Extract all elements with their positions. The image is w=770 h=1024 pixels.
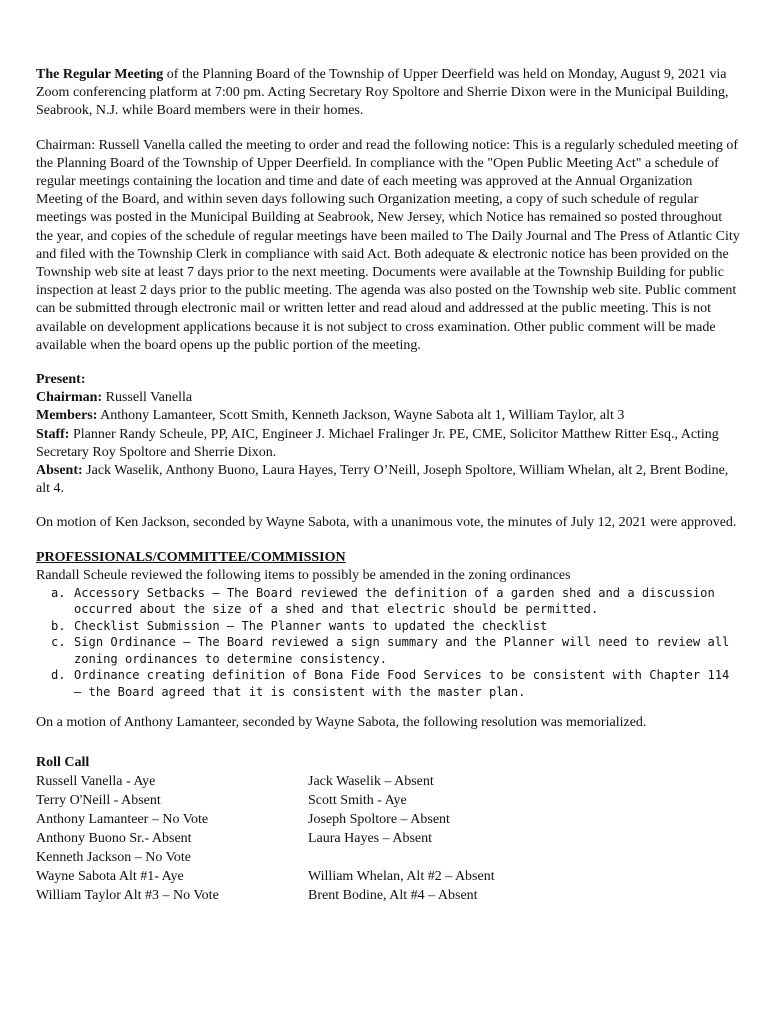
intro-lead: The Regular Meeting [36, 67, 164, 82]
notice-paragraph: Chairman: Russell Vanella called the meeting to order and read the following notice: This is a regularly scheduled meeting of the Planning Board of the Township of Upper Deerfield. In compliance with the "Open Public Meeting Act" a schedule of regular meetings containing the location and time and date of each meeting was approved at the Annual Organization Meeting of the Board, and within seven days following such Organization meeting, a copy of such schedule of regular meetings was posted in the Municipal Building at Seabrook, New Jersey, which Notice has remained so posted throughout the year, and copies of the schedule of regular meetings have been mailed to The Daily Journal and The Press of Atlantic City and filed with the Township Clerk in compliance with said Act. Both adequate & electronic notice has been provided on the Township web site at least 7 days prior to the next meeting. Documents were available at the Township Building for public inspection at least 2 days prior to the public meeting. The agenda was also posted on the Township web site. Public comment can be submitted through electronic mail or written letter and read aloud and addressed at the public meeting. This is not available on development applications because it is not subject to cross examination. Other public comment will be made available when the board opens up the public portion of the meeting. [36, 137, 740, 353]
roll-call-left: Anthony Buono Sr.- Absent [36, 830, 192, 846]
staff-line [36, 426, 740, 462]
minutes-motion: On motion of Ken Jackson, seconded by Wayne Sabota, with a unanimous vote, the minutes of July 12, 2021 were approved. [36, 515, 737, 531]
roll-call-row [36, 791, 740, 810]
absent-label: Absent: [36, 463, 83, 479]
roll-call-right: Laura Hayes – Absent [308, 830, 433, 846]
chairman-name: Russell Vanella [102, 390, 193, 406]
roll-call-right: William Whelan, Alt #2 – Absent [308, 868, 495, 884]
roll-call-row [36, 886, 740, 905]
professionals-section [36, 549, 740, 701]
list-item-text: Ordinance creating definition of Bona Fide Food Services to be consistent with Chapter 114 – the Board agreed that it is consistent with the master plan. [74, 668, 730, 699]
roll-call-right: Jack Waselik – Absent [308, 773, 434, 789]
roll-call-left: William Taylor Alt #3 – No Vote [36, 887, 219, 903]
roll-call-left: Anthony Lamanteer – No Vote [36, 811, 209, 827]
roll-call-left: Wayne Sabota Alt #1- Aye [36, 868, 184, 884]
members-list: Anthony Lamanteer, Scott Smith, Kenneth Jackson, Wayne Sabota alt 1, William Taylor, alt 3 [97, 408, 625, 424]
roll-call-right: Brent Bodine, Alt #4 – Absent [308, 887, 478, 903]
list-marker: c. [51, 635, 66, 650]
list-item-text: Sign Ordinance – The Board reviewed a sign summary and the Planner will need to review all zoning ordinances to determine consistency. [74, 635, 730, 666]
chairman-line [36, 389, 740, 407]
professionals-heading: PROFESSIONALS/COMMITTEE/COMMISSION [36, 549, 346, 565]
roll-call-right: Scott Smith - Aye [308, 792, 407, 808]
list-item-text: Accessory Setbacks – The Board reviewed the definition of a garden shed and a discussion occurred about the size of a shed and that electric should be permitted. [74, 585, 715, 617]
members-label: Members: [36, 408, 98, 424]
members-line [36, 407, 740, 425]
professionals-intro: Randall Scheule reviewed the following items to possibly be amended in the zoning ordinances [36, 567, 571, 583]
staff-list: Planner Randy Scheule, PP, AIC, Engineer J. Michael Fralinger Jr. PE, CME, Solicitor Matthew Ritter Esq., Acting Secretary Roy Spoltore and Sherrie Dixon. [36, 426, 719, 460]
list-marker: b. [51, 618, 66, 633]
roll-call-right [308, 848, 740, 867]
intro-paragraph [36, 66, 740, 121]
present-label: Present: [36, 372, 86, 388]
roll-call-right: Joseph Spoltore – Absent [308, 811, 450, 827]
absent-line [36, 462, 740, 498]
absent-list: Jack Waselik, Anthony Buono, Laura Hayes, Terry O’Neill, Joseph Spoltore, William Whelan, alt 2, Brent Bodine, alt 4. [36, 463, 729, 497]
roll-call-row [36, 867, 740, 886]
list-item-text: Checklist Submission – The Planner wants to updated the checklist [74, 618, 548, 633]
list-item [36, 667, 740, 700]
list-item [36, 634, 740, 667]
intro-text: of the Planning Board of the Township of Upper Deerfield was held on Monday, August 9, 2021 via Zoom conferencing platform at 7:00 pm. Acting Secretary Roy Spoltore and Sherrie Dixon were in the Municipal Building, Seabrook, N.J. while Board members were in their homes. [36, 67, 729, 119]
list-item [36, 618, 740, 635]
roll-call-left: Terry O'Neill - Absent [36, 792, 161, 808]
list-marker: a. [51, 585, 66, 600]
roll-call [36, 753, 740, 905]
roll-call-left: Russell Vanella - Aye [36, 773, 156, 789]
resolution-motion: On a motion of Anthony Lamanteer, seconded by Wayne Sabota, the following resolution was memorialized. [36, 715, 647, 731]
roll-call-row [36, 829, 740, 848]
roll-call-title: Roll Call [36, 754, 90, 770]
roll-call-row [36, 848, 740, 867]
roll-call-row [36, 772, 740, 791]
list-item [36, 585, 740, 618]
chairman-label: Chairman: [36, 390, 103, 406]
list-marker: d. [51, 668, 66, 683]
professionals-list [36, 585, 740, 701]
attendance-section [36, 371, 740, 498]
roll-call-row [36, 810, 740, 829]
staff-label: Staff: [36, 426, 70, 442]
roll-call-left: Kenneth Jackson – No Vote [36, 849, 192, 865]
